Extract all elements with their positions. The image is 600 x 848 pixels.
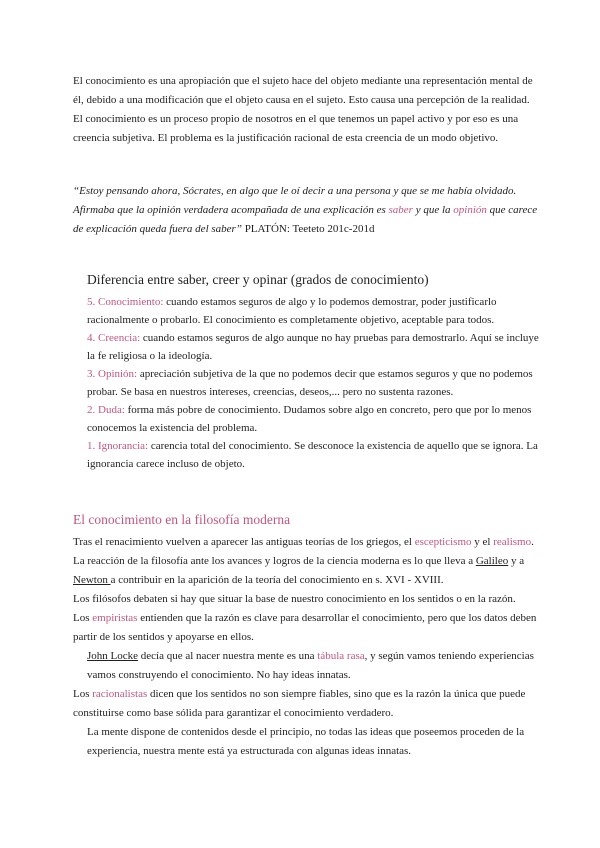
modern-paragraph-6: La mente dispone de contenidos desde el principio, no todas las ideas que poseemos proceden de la experiencia, nuestra mente está ya estructurada con algunas ideas innatas. — [87, 726, 525, 757]
term-escepticismo: escepticismo — [414, 536, 472, 548]
degree-item-creencia — [87, 329, 547, 365]
term-empiristas: empiristas — [92, 612, 138, 624]
degree-text: cuando estamos seguros de algo aunque no hay pruebas para demostrarlo. Aquí se incluye la fe religiosa o la ideología. — [87, 332, 539, 362]
text-run: entienden que la razón es clave para desarrollar el conocimiento, pero que los datos deben partir de los sentidos y apoyarse en ellos. — [73, 612, 537, 643]
text-run: decía que al nacer nuestra mente es una — [138, 650, 318, 662]
text-run: Los — [73, 688, 93, 700]
text-run: y el — [471, 536, 494, 548]
degree-item-ignorancia — [87, 437, 547, 473]
text-run: Tras el renacimiento vuelven a aparecer las antiguas teorías de los griegos, el — [73, 536, 415, 548]
degree-term: 2. Duda: — [87, 404, 125, 416]
name-john-locke: John Locke — [87, 650, 139, 662]
degree-text: carencia total del conocimiento. Se desconoce la existencia de aquello que se ignora. La ignorancia carece incluso de objeto. — [87, 440, 538, 470]
modern-section — [73, 533, 543, 761]
degree-item-duda — [87, 401, 547, 437]
degree-item-opinion — [87, 365, 547, 401]
text-run: a contribuir en la aparición de la teoría del conocimiento en s. XVI - XVIII. — [110, 574, 444, 586]
degree-text: cuando estamos seguros de algo y lo podemos demostrar, poder justificarlo racionalmente o probarlo. El conocimiento es completamente objetivo, aceptable para todos. — [87, 296, 497, 326]
term-realismo: realismo — [493, 536, 532, 548]
degrees-list — [87, 293, 547, 473]
name-galileo: Galileo — [475, 555, 509, 567]
text-run: Los — [73, 612, 93, 624]
intro-section — [73, 72, 543, 148]
term-racionalistas: racionalistas — [92, 688, 148, 700]
degree-text: apreciación subjetiva de la que no podemos decir que estamos seguros y que no podemos probar. Se basa en nuestros intereses, creencias, deseos,... pero no sustenta razones. — [87, 368, 533, 398]
plato-quote — [73, 182, 543, 239]
degree-term: 5. Conocimiento: — [87, 296, 164, 308]
degrees-title: Diferencia entre saber, creer y opinar (grados de conocimiento) — [87, 272, 429, 287]
modern-title: El conocimiento en la filosofía moderna — [73, 512, 291, 527]
intro-paragraph-1: El conocimiento es una apropiación que el sujeto hace del objeto mediante una representación mental de él, debido a una modificación que el objeto causa en el sujeto. Esto causa una percepción de la realidad. — [73, 75, 533, 106]
degree-term: 4. Creencia: — [87, 332, 141, 344]
modern-paragraph-1 — [73, 533, 543, 590]
text-run: dicen que los sentidos no son siempre fiables, sino que es la razón la única que puede constituirse como base sólida para garantizar el conocimiento verdadero. — [73, 688, 526, 719]
quote-text-3: que carece de explicación queda fuera del saber” — [73, 204, 538, 235]
degree-term: 1. Ignorancia: — [87, 440, 149, 452]
name-newton: Newton — [73, 574, 111, 586]
degree-item-conocimiento — [87, 293, 547, 329]
modern-paragraph-4 — [73, 647, 543, 685]
text-run: . La reacción de la filosofía ante los avances y logros de la ciencia moderna es lo que lleva a — [73, 536, 534, 567]
quote-word-opinion: opinión — [453, 204, 487, 216]
quote-word-saber: saber — [388, 204, 413, 216]
modern-paragraph-2: Los filósofos debaten si hay que situar la base de nuestro conocimiento en los sentidos o en la razón. — [73, 593, 516, 605]
degree-text: forma más pobre de conocimiento. Dudamos sobre algo en concreto, pero que por lo menos conocemos la existencia del problema. — [87, 404, 532, 434]
degree-term: 3. Opinión: — [87, 368, 138, 380]
text-run: , y según vamos teniendo experiencias vamos construyendo el conocimiento. No hay ideas innatas. — [87, 650, 534, 681]
quote-text-2: y que la — [412, 204, 454, 216]
text-run: y a — [508, 555, 525, 567]
term-tabula-rasa: tábula rasa — [317, 650, 365, 662]
quote-source: PLATÓN: Teeteto 201c-201d — [241, 223, 375, 235]
modern-paragraph-5 — [73, 685, 543, 723]
quote-text-1: “Estoy pensando ahora, Sócrates, en algo que le oí decir a una persona y que se me había olvidado. Afirmaba que la opinión verdadera acompañada de una explicación es — [73, 185, 517, 216]
modern-paragraph-3 — [73, 609, 543, 647]
intro-paragraph-2: El conocimiento es un proceso propio de nosotros en el que tenemos un papel activo y por eso es una creencia subjetiva. El problema es la justificación racional de esta creencia de un modo objetivo. — [73, 113, 519, 144]
